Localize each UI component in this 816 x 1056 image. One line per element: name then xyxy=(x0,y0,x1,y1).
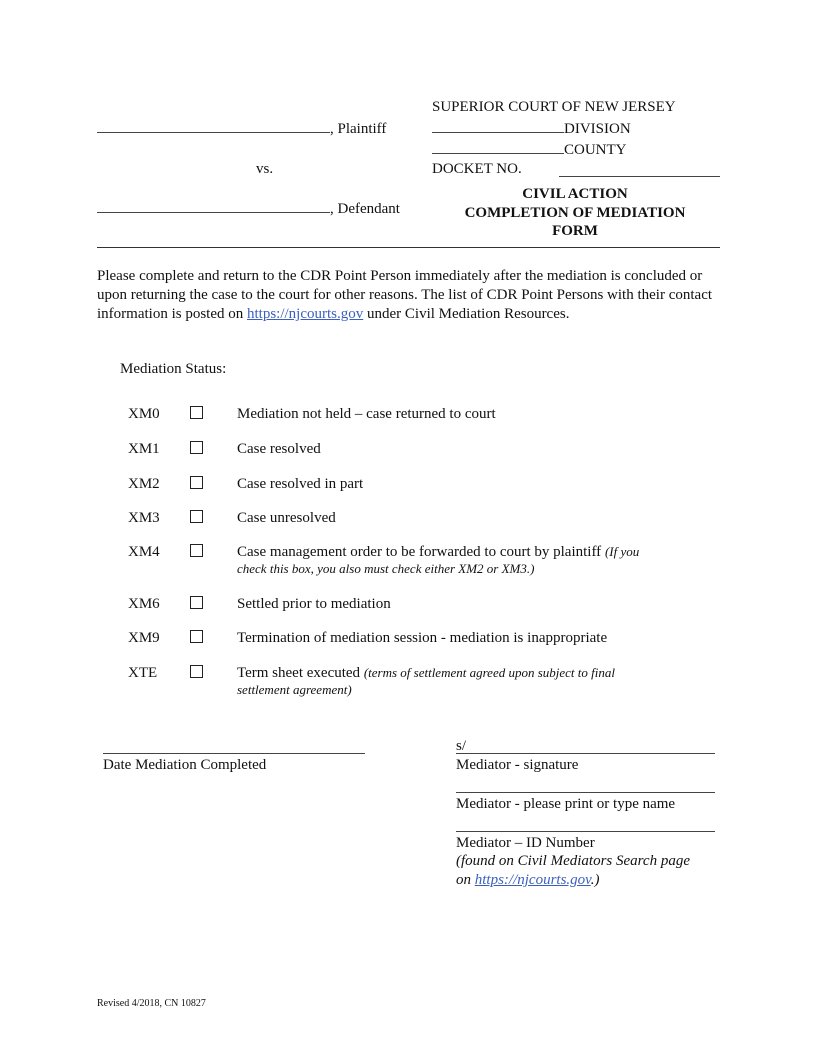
defendant-field[interactable] xyxy=(97,198,400,218)
status-note: (terms of settlement agreed upon subject to final xyxy=(363,665,615,680)
status-code: XTE xyxy=(128,665,158,681)
plaintiff-label: , Plaintiff xyxy=(330,121,387,137)
status-checkbox[interactable] xyxy=(190,630,203,643)
signature-field[interactable] xyxy=(456,753,715,754)
status-note: (If you xyxy=(604,544,640,559)
status-code: XM1 xyxy=(128,441,160,457)
status-checkbox[interactable] xyxy=(190,510,203,523)
court-name: SUPERIOR COURT OF NEW JERSEY xyxy=(432,99,676,115)
status-checkbox[interactable] xyxy=(190,476,203,489)
status-checkbox[interactable] xyxy=(190,596,203,609)
status-checkbox[interactable] xyxy=(190,544,203,557)
county-label: COUNTY xyxy=(564,142,627,158)
defendant-label: , Defendant xyxy=(330,201,400,217)
status-code: XM0 xyxy=(128,406,160,422)
status-text: Case resolved in part xyxy=(237,476,364,492)
njcourts-link-2[interactable]: https://njcourts.gov xyxy=(474,872,591,888)
status-checkbox[interactable] xyxy=(190,406,203,419)
status-text: Settled prior to mediation xyxy=(237,596,391,612)
status-text: Case management order to be forwarded to court by plaintiff (If you xyxy=(237,544,640,560)
status-code: XM2 xyxy=(128,476,160,492)
mediator-id-note: (found on Civil Mediators Search page xyxy=(456,853,690,869)
mediator-name-field[interactable] xyxy=(456,792,715,793)
status-code: XM4 xyxy=(128,544,160,560)
instructions: Please complete and return to the CDR Point Person immediately after the mediation is concluded or upon returning the case to the court for other reasons. The list of CDR Point Persons with their contact information is posted on https://njcourts.gov under Civil Mediation Resources. xyxy=(97,268,713,322)
date-field[interactable] xyxy=(103,753,365,754)
status-code: XM6 xyxy=(128,596,160,612)
mediator-name-label: Mediator - please print or type name xyxy=(456,796,676,812)
mediator-id-label: Mediator – ID Number xyxy=(456,835,595,851)
date-label: Date Mediation Completed xyxy=(103,757,267,773)
docket-label: DOCKET NO. xyxy=(432,161,522,177)
njcourts-link[interactable]: https://njcourts.gov xyxy=(247,306,364,322)
status-text: Case resolved xyxy=(237,441,321,457)
status-text: Term sheet executed (terms of settlement agreed upon subject to final xyxy=(237,665,615,681)
mediation-status-label: Mediation Status: xyxy=(120,361,227,377)
status-note-cont: check this box, you also must check either XM2 or XM3.) xyxy=(237,561,535,576)
vs-label: vs. xyxy=(256,161,274,177)
status-code: XM3 xyxy=(128,510,160,526)
mediator-id-note-2: on https://njcourts.gov.) xyxy=(456,872,600,888)
caption-divider xyxy=(97,247,720,248)
form-title-2: COMPLETION OF MEDIATION xyxy=(464,205,686,221)
signature-label: Mediator - signature xyxy=(456,757,579,773)
status-checkbox[interactable] xyxy=(190,665,203,678)
status-text: Case unresolved xyxy=(237,510,336,526)
division-label: DIVISION xyxy=(564,121,631,137)
form-title-1: CIVIL ACTION xyxy=(522,186,628,202)
status-text: Mediation not held – case returned to court xyxy=(237,406,496,422)
status-checkbox[interactable] xyxy=(190,441,203,454)
division-field[interactable] xyxy=(432,118,631,138)
form-title-3: FORM xyxy=(552,223,598,239)
revision-footer: Revised 4/2018, CN 10827 xyxy=(97,998,206,1009)
status-text: Termination of mediation session - mediation is inappropriate xyxy=(237,630,608,646)
plaintiff-field[interactable] xyxy=(97,118,386,138)
status-note-cont: settlement agreement) xyxy=(237,682,352,697)
sig-prefix: s/ xyxy=(456,738,467,754)
mediator-id-field[interactable] xyxy=(456,831,715,832)
status-code: XM9 xyxy=(128,630,160,646)
county-field[interactable] xyxy=(432,139,627,159)
docket-field[interactable] xyxy=(559,176,720,177)
